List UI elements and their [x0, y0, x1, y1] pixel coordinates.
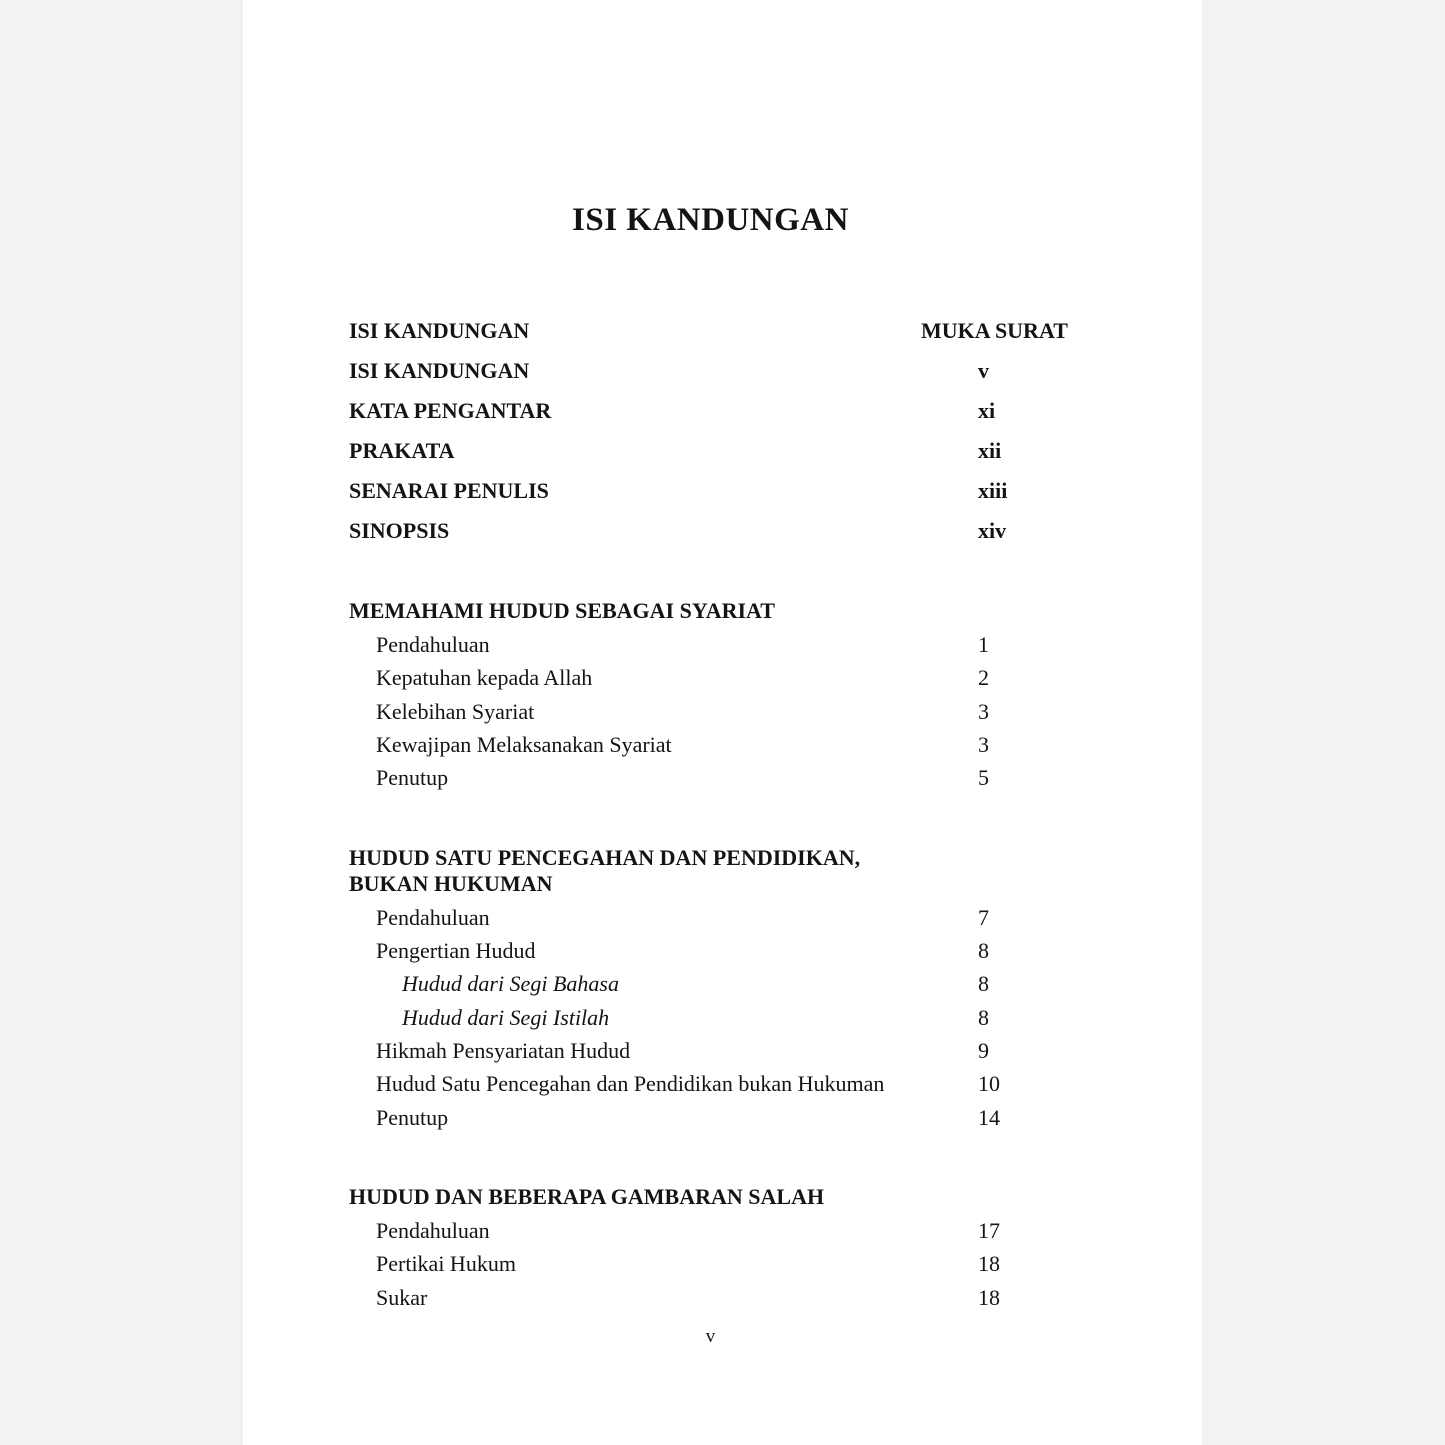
- section-heading: HUDUD DAN BEBERAPA GAMBARAN SALAH: [349, 1184, 825, 1209]
- toc-entry-page: xii: [978, 438, 1002, 463]
- toc-entry-page: xiv: [978, 518, 1007, 543]
- toc-entry-page: 14: [978, 1105, 1000, 1130]
- toc-entry-page: xiii: [978, 478, 1008, 503]
- toc-entry-page: 5: [978, 765, 989, 790]
- toc-entry-page: 18: [978, 1251, 1000, 1276]
- toc-entry-label: Pendahuluan: [376, 1218, 490, 1243]
- toc-entry-page: 2: [978, 665, 989, 690]
- toc-entry-page: 9: [978, 1038, 989, 1063]
- toc-entry-label: Pendahuluan: [376, 905, 490, 930]
- toc-subentry-label: Hudud dari Segi Bahasa: [402, 971, 619, 996]
- toc-entry-label: PRAKATA: [349, 438, 455, 463]
- document-page: [243, 0, 1202, 1445]
- toc-entry-label: Sukar: [376, 1285, 428, 1310]
- toc-entry-page: v: [978, 358, 989, 383]
- toc-entry-page: 8: [978, 1005, 989, 1030]
- toc-entry-label: Pengertian Hudud: [376, 938, 536, 963]
- section-heading: HUDUD SATU PENCEGAHAN DAN PENDIDIKAN,: [349, 845, 861, 870]
- toc-entry-page: 3: [978, 732, 989, 757]
- toc-entry-page: 18: [978, 1285, 1000, 1310]
- toc-entry-label: Kewajipan Melaksanakan Syariat: [376, 732, 672, 757]
- toc-entry-label: Kepatuhan kepada Allah: [376, 665, 593, 690]
- toc-entry-label: SINOPSIS: [349, 518, 450, 543]
- toc-entry-page: 3: [978, 699, 989, 724]
- toc-entry-page: 8: [978, 938, 989, 963]
- toc-entry-page: 17: [978, 1218, 1000, 1243]
- toc-column-header: ISI KANDUNGAN: [349, 318, 530, 343]
- section-heading-continued: BUKAN HUKUMAN: [349, 871, 553, 896]
- toc-entry-label: Hikmah Pensyariatan Hudud: [376, 1038, 631, 1063]
- toc-entry-label: Kelebihan Syariat: [376, 699, 535, 724]
- page-title: ISI KANDUNGAN: [572, 202, 849, 238]
- toc-entry-page: 10: [978, 1071, 1000, 1096]
- toc-subentry-label: Hudud dari Segi Istilah: [402, 1005, 610, 1030]
- footer-page-number: v: [705, 1326, 716, 1347]
- toc-entry-label: Hudud Satu Pencegahan dan Pendidikan bukan Hukuman: [376, 1071, 885, 1096]
- section-heading: MEMAHAMI HUDUD SEBAGAI SYARIAT: [349, 598, 775, 623]
- toc-entry-label: ISI KANDUNGAN: [349, 358, 530, 383]
- toc-entry-label: Pendahuluan: [376, 632, 490, 657]
- toc-entry-page: 1: [978, 632, 989, 657]
- toc-entry-label: Penutup: [376, 765, 449, 790]
- toc-entry-label: Pertikai Hukum: [376, 1251, 516, 1276]
- toc-entry-page: xi: [978, 398, 996, 423]
- toc-entry-label: SENARAI PENULIS: [349, 478, 549, 503]
- toc-entry-page: 7: [978, 905, 989, 930]
- toc-entry-label: Penutup: [376, 1105, 449, 1130]
- toc-entry-page: 8: [978, 971, 989, 996]
- toc-entry-label: KATA PENGANTAR: [349, 398, 552, 423]
- page-column-header: MUKA SURAT: [921, 318, 1068, 343]
